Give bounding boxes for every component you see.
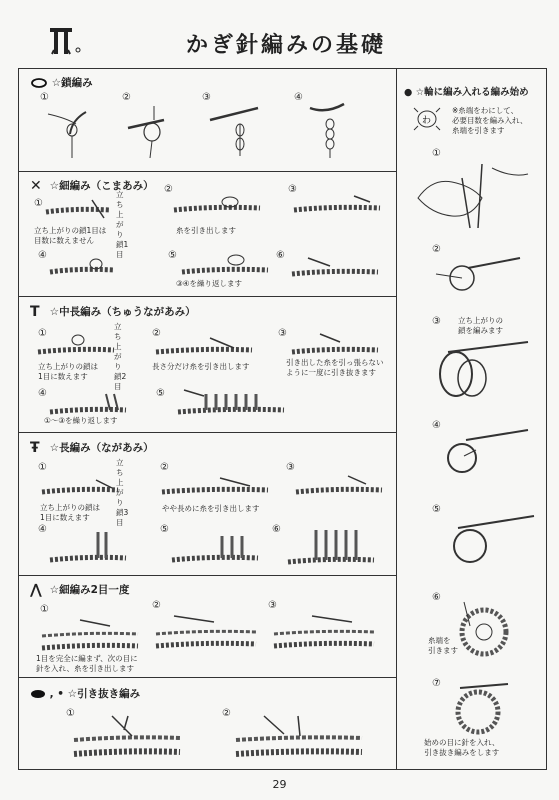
slip-step1-illustration — [72, 712, 182, 762]
single-step4-illustration — [48, 254, 118, 284]
count-note: 立ち上がりの鎖1目は 目数に数えません — [34, 226, 107, 245]
step-number: ① — [40, 92, 49, 103]
section-divider — [18, 296, 396, 297]
half-double-step2-illustration — [154, 332, 254, 362]
slip-section-title: , • ☆引き抜き編み — [30, 686, 140, 701]
section-divider — [18, 432, 396, 433]
step-number: ⑤ — [432, 504, 441, 515]
step-caption: 1目を完全に編まず、次の目に 針を入れ、糸を引き出します — [36, 654, 138, 673]
step-number: ① — [38, 462, 47, 473]
step-number: ④ — [38, 524, 47, 535]
half-double-section-title: T ☆中長編み（ちゅうながあみ） — [30, 304, 196, 320]
step-caption: 糸を引き出します — [176, 226, 236, 235]
single-step6-illustration — [290, 252, 380, 282]
step-number: ② — [164, 184, 173, 195]
step-number: ④ — [294, 92, 303, 103]
section-divider — [18, 171, 396, 172]
single-step2-illustration — [172, 192, 262, 222]
ring-step5-illustration — [448, 514, 538, 570]
step-number: ⑤ — [168, 250, 177, 261]
single-crochet-section-title: ✕ ☆細編み（こまあみ） — [30, 178, 154, 194]
step-number: ③ — [268, 600, 277, 611]
half-double-step3-illustration — [290, 330, 380, 358]
step-number: ② — [222, 708, 231, 719]
ring-symbol-icon — [410, 104, 444, 134]
section-divider — [18, 575, 396, 576]
bullet-icon: ● — [404, 87, 413, 98]
rise-note: 立ち上がり鎖3目 — [116, 458, 129, 527]
rise-note: 立ち上がり鎖2目 — [114, 322, 127, 391]
step-number: ⑥ — [276, 250, 285, 261]
step-number: ⑤ — [156, 388, 165, 399]
chain-section-title: ☆鎖編み — [30, 75, 93, 90]
step-number: ③ — [278, 328, 287, 339]
step-caption: ③④を繰り返します — [176, 279, 242, 288]
count-note: 立ち上がりの鎖は 1目に数えます — [40, 503, 100, 522]
step-number: ② — [152, 600, 161, 611]
step-caption: 糸端を 引きます — [428, 636, 458, 655]
step-number: ① — [34, 198, 43, 209]
half-double-step1-illustration — [36, 330, 116, 360]
step-number: ⑥ — [272, 524, 281, 535]
step-number: ① — [66, 708, 75, 719]
step-number: ⑤ — [160, 524, 169, 535]
double-step5-illustration — [170, 528, 260, 568]
ring-section-title: ● ☆輪に編み入れる編み始め — [404, 87, 529, 98]
filled-ellipse-icon — [30, 688, 46, 700]
column-divider — [396, 68, 397, 770]
chain-step4-illustration — [300, 100, 360, 160]
double-section-title: Ŧ ☆長編み（ながあみ） — [30, 440, 154, 456]
brand-logo — [48, 26, 88, 56]
step-caption: 立ち上がりの 鎖を編みます — [458, 316, 503, 335]
step-number: ① — [432, 148, 441, 159]
chain-step3-illustration — [206, 100, 266, 160]
half-double-step4-illustration — [48, 388, 128, 418]
step-caption: ①〜③を繰り返します — [44, 416, 118, 425]
double-step2-illustration — [160, 476, 270, 500]
step-caption: 長さ分だけ糸を引き出します — [152, 362, 250, 371]
svg-text:わ: わ — [422, 116, 432, 126]
rise-note: 立ち上がり鎖1目 — [116, 190, 129, 259]
count-note: 立ち上がりの鎖は 1目に数えます — [38, 362, 98, 381]
page-title: かぎ針編みの基礎 — [186, 33, 387, 58]
caret-symbol-icon: ⋀ — [30, 582, 42, 598]
slip-step2-illustration — [234, 712, 364, 762]
double-step4-illustration — [48, 528, 128, 568]
section-divider — [18, 677, 396, 678]
step-number: ④ — [432, 420, 441, 431]
step-number: ② — [160, 462, 169, 473]
chain-symbol-icon — [30, 77, 48, 89]
step-number: ① — [38, 328, 47, 339]
step-number: ② — [432, 244, 441, 255]
step-number: ③ — [202, 92, 211, 103]
sc2tog-step2-illustration — [154, 610, 258, 654]
step-number: ④ — [38, 388, 47, 399]
step-caption: 引き出した糸を引っ張らない ように一度に引き抜きます — [286, 358, 384, 377]
double-step6-illustration — [286, 524, 376, 570]
ring-step3-illustration — [432, 338, 532, 402]
ring-step6-illustration — [444, 596, 514, 666]
step-number: ② — [122, 92, 131, 103]
single-step3-illustration — [292, 192, 382, 222]
x-symbol-icon: ✕ — [30, 178, 42, 194]
ring-step1-illustration — [412, 158, 532, 230]
t-bar-symbol-icon: Ŧ — [30, 440, 40, 456]
ring-step4-illustration — [440, 428, 530, 482]
single-step5-illustration — [180, 250, 270, 280]
double-step3-illustration — [294, 472, 384, 500]
single-step1-illustration — [44, 196, 114, 226]
step-caption: 始めの目に針を入れ、 引き抜き編みをします — [424, 738, 500, 757]
step-number: ① — [40, 604, 49, 615]
sc2tog-section-title: ⋀ ☆細編み2目一度 — [30, 582, 130, 598]
step-number: ⑦ — [432, 678, 441, 689]
step-number: ② — [152, 328, 161, 339]
chain-step2-illustration — [124, 100, 184, 160]
t-symbol-icon: T — [30, 304, 40, 320]
ring-step2-illustration — [432, 254, 522, 300]
step-number: ③ — [286, 462, 295, 473]
step-caption: やや長めに糸を引き出します — [162, 504, 260, 513]
page-number: 29 — [272, 778, 287, 791]
chain-step1-illustration — [46, 100, 96, 160]
step-number: ③ — [432, 316, 441, 327]
double-step1-illustration — [40, 478, 120, 502]
sc2tog-step3-illustration — [272, 610, 376, 654]
step-number: ④ — [38, 250, 47, 261]
ring-step7-illustration — [446, 682, 516, 738]
step-number: ③ — [288, 184, 297, 195]
step-number: ⑥ — [432, 592, 441, 603]
ring-note: ※糸端をわにして、 必要目数を編み入れ、 糸端を引きます — [452, 106, 528, 135]
half-double-step5-illustration — [176, 384, 286, 420]
sc2tog-step1-illustration — [40, 614, 140, 654]
